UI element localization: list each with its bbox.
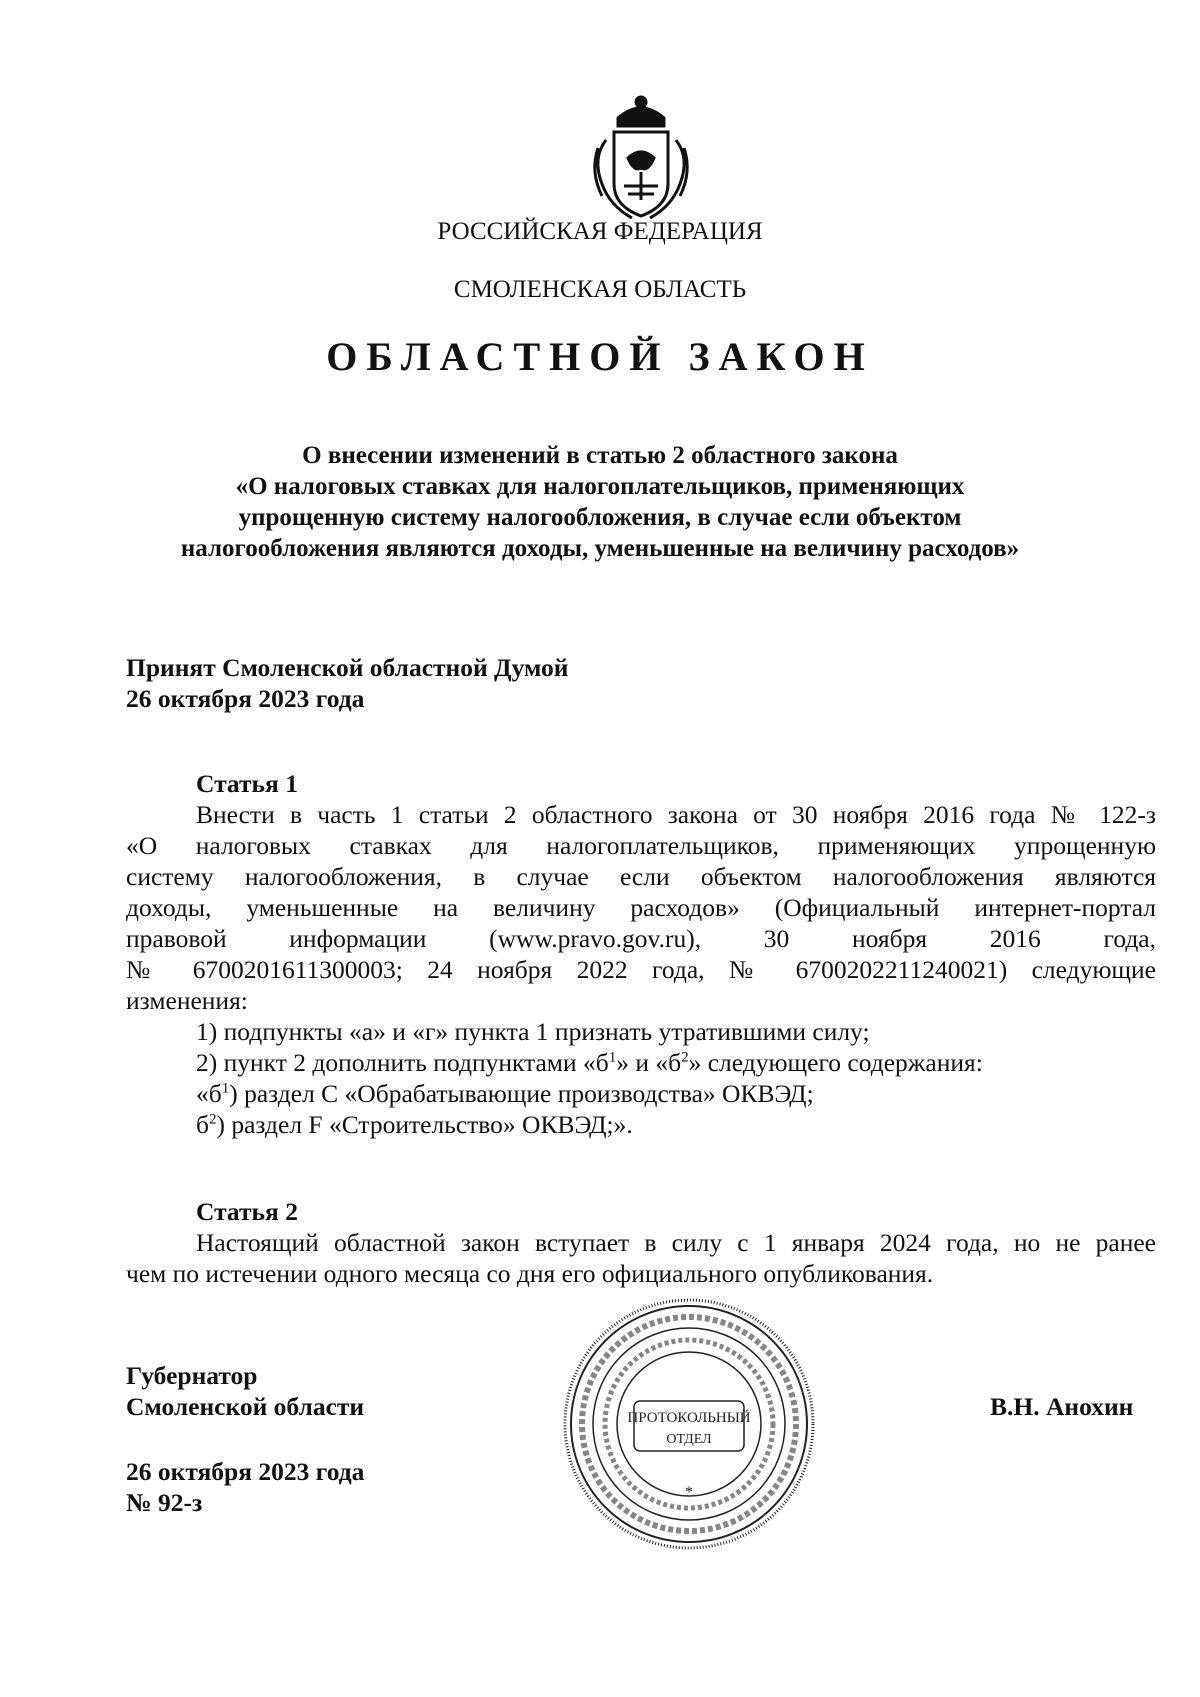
stamp-text-line: ПРОТОКОЛЬНЫЙ bbox=[627, 1410, 751, 1426]
article-1-line: систему налогообложения, в случае если объектом налогообложения являются bbox=[126, 862, 1156, 891]
article-1-line: изменения: bbox=[126, 986, 248, 1015]
adoption-note bbox=[126, 652, 568, 714]
law-number: № 92-з bbox=[126, 1488, 203, 1517]
article-1-line: Внести в часть 1 статьи 2 областного закона от 30 ноября 2016 года № 122-з bbox=[196, 800, 1156, 829]
article-1 bbox=[126, 768, 1156, 1140]
document-type-heading: ОБЛАСТНОЙ ЗАКОН bbox=[326, 334, 874, 379]
title-line: налогообложения являются доходы, уменьшенные на величину расходов» bbox=[180, 535, 1020, 562]
title-line: упрощенную систему налогообложения, в случае если объектом bbox=[238, 504, 962, 531]
signatory-position: Губернатор Смоленской области bbox=[126, 1361, 365, 1421]
adopted-by: Принят Смоленской областной Думой bbox=[126, 653, 569, 682]
title-line: О внесении изменений в статью 2 областного закона bbox=[302, 442, 898, 469]
amendment-item-2: 2) пункт 2 дополнить подпунктами «$б^1$» и «$б^2$» следующего содержания: bbox=[196, 1048, 983, 1077]
country-name: РОССИЙСКАЯ ФЕДЕРАЦИЯ bbox=[437, 218, 763, 245]
official-seal-stamp bbox=[560, 1295, 818, 1553]
article-2-line: Настоящий областной закон вступает в силу с 1 января 2024 года, но не ранее bbox=[196, 1228, 1156, 1257]
signatory-name: В.Н. Анохин bbox=[990, 1392, 1134, 1421]
stamp-text-line: ОТДЕЛ bbox=[666, 1432, 712, 1447]
article-1-heading: Статья 1 bbox=[196, 769, 298, 798]
article-2 bbox=[126, 1196, 1156, 1289]
amendment-item-1: 1) подпункты «а» и «г» пункта 1 признать утратившими силу; bbox=[196, 1017, 870, 1046]
signing-info bbox=[126, 1456, 364, 1518]
article-2-heading: Статья 2 bbox=[196, 1197, 298, 1226]
article-2-line: чем по истечении одного месяца со дня его официального опубликования. bbox=[126, 1259, 934, 1288]
amendment-subitem-b2: $б^2$) раздел F «Строительство» ОКВЭД;». bbox=[196, 1110, 633, 1139]
adopted-date: 26 октября 2023 года bbox=[126, 684, 365, 713]
svg-text:*: * bbox=[685, 1484, 693, 1501]
law-title bbox=[0, 440, 1200, 564]
title-line: «О налоговых ставках для налогоплательщиков, применяющих bbox=[235, 473, 965, 500]
coat-of-arms-emblem bbox=[588, 88, 694, 224]
article-1-line: «О налоговых ставках для налогоплательщиков, применяющих упрощенную bbox=[126, 831, 1156, 860]
article-1-line: правовой информации (www.pravo.gov.ru), 30 ноября 2016 года, bbox=[126, 924, 1156, 953]
region-name: СМОЛЕНСКАЯ ОБЛАСТЬ bbox=[453, 276, 747, 303]
article-1-line: № 6700201611300003; 24 ноября 2022 года, № 6700202211240021) следующие bbox=[126, 955, 1156, 984]
signing-date: 26 октября 2023 года bbox=[126, 1457, 365, 1486]
amendment-subitem-b1: «$б^1$) раздел C «Обрабатывающие производства» ОКВЭД; bbox=[196, 1079, 814, 1108]
article-1-line: доходы, уменьшенные на величину расходов» (Официальный интернет-портал bbox=[126, 893, 1156, 922]
